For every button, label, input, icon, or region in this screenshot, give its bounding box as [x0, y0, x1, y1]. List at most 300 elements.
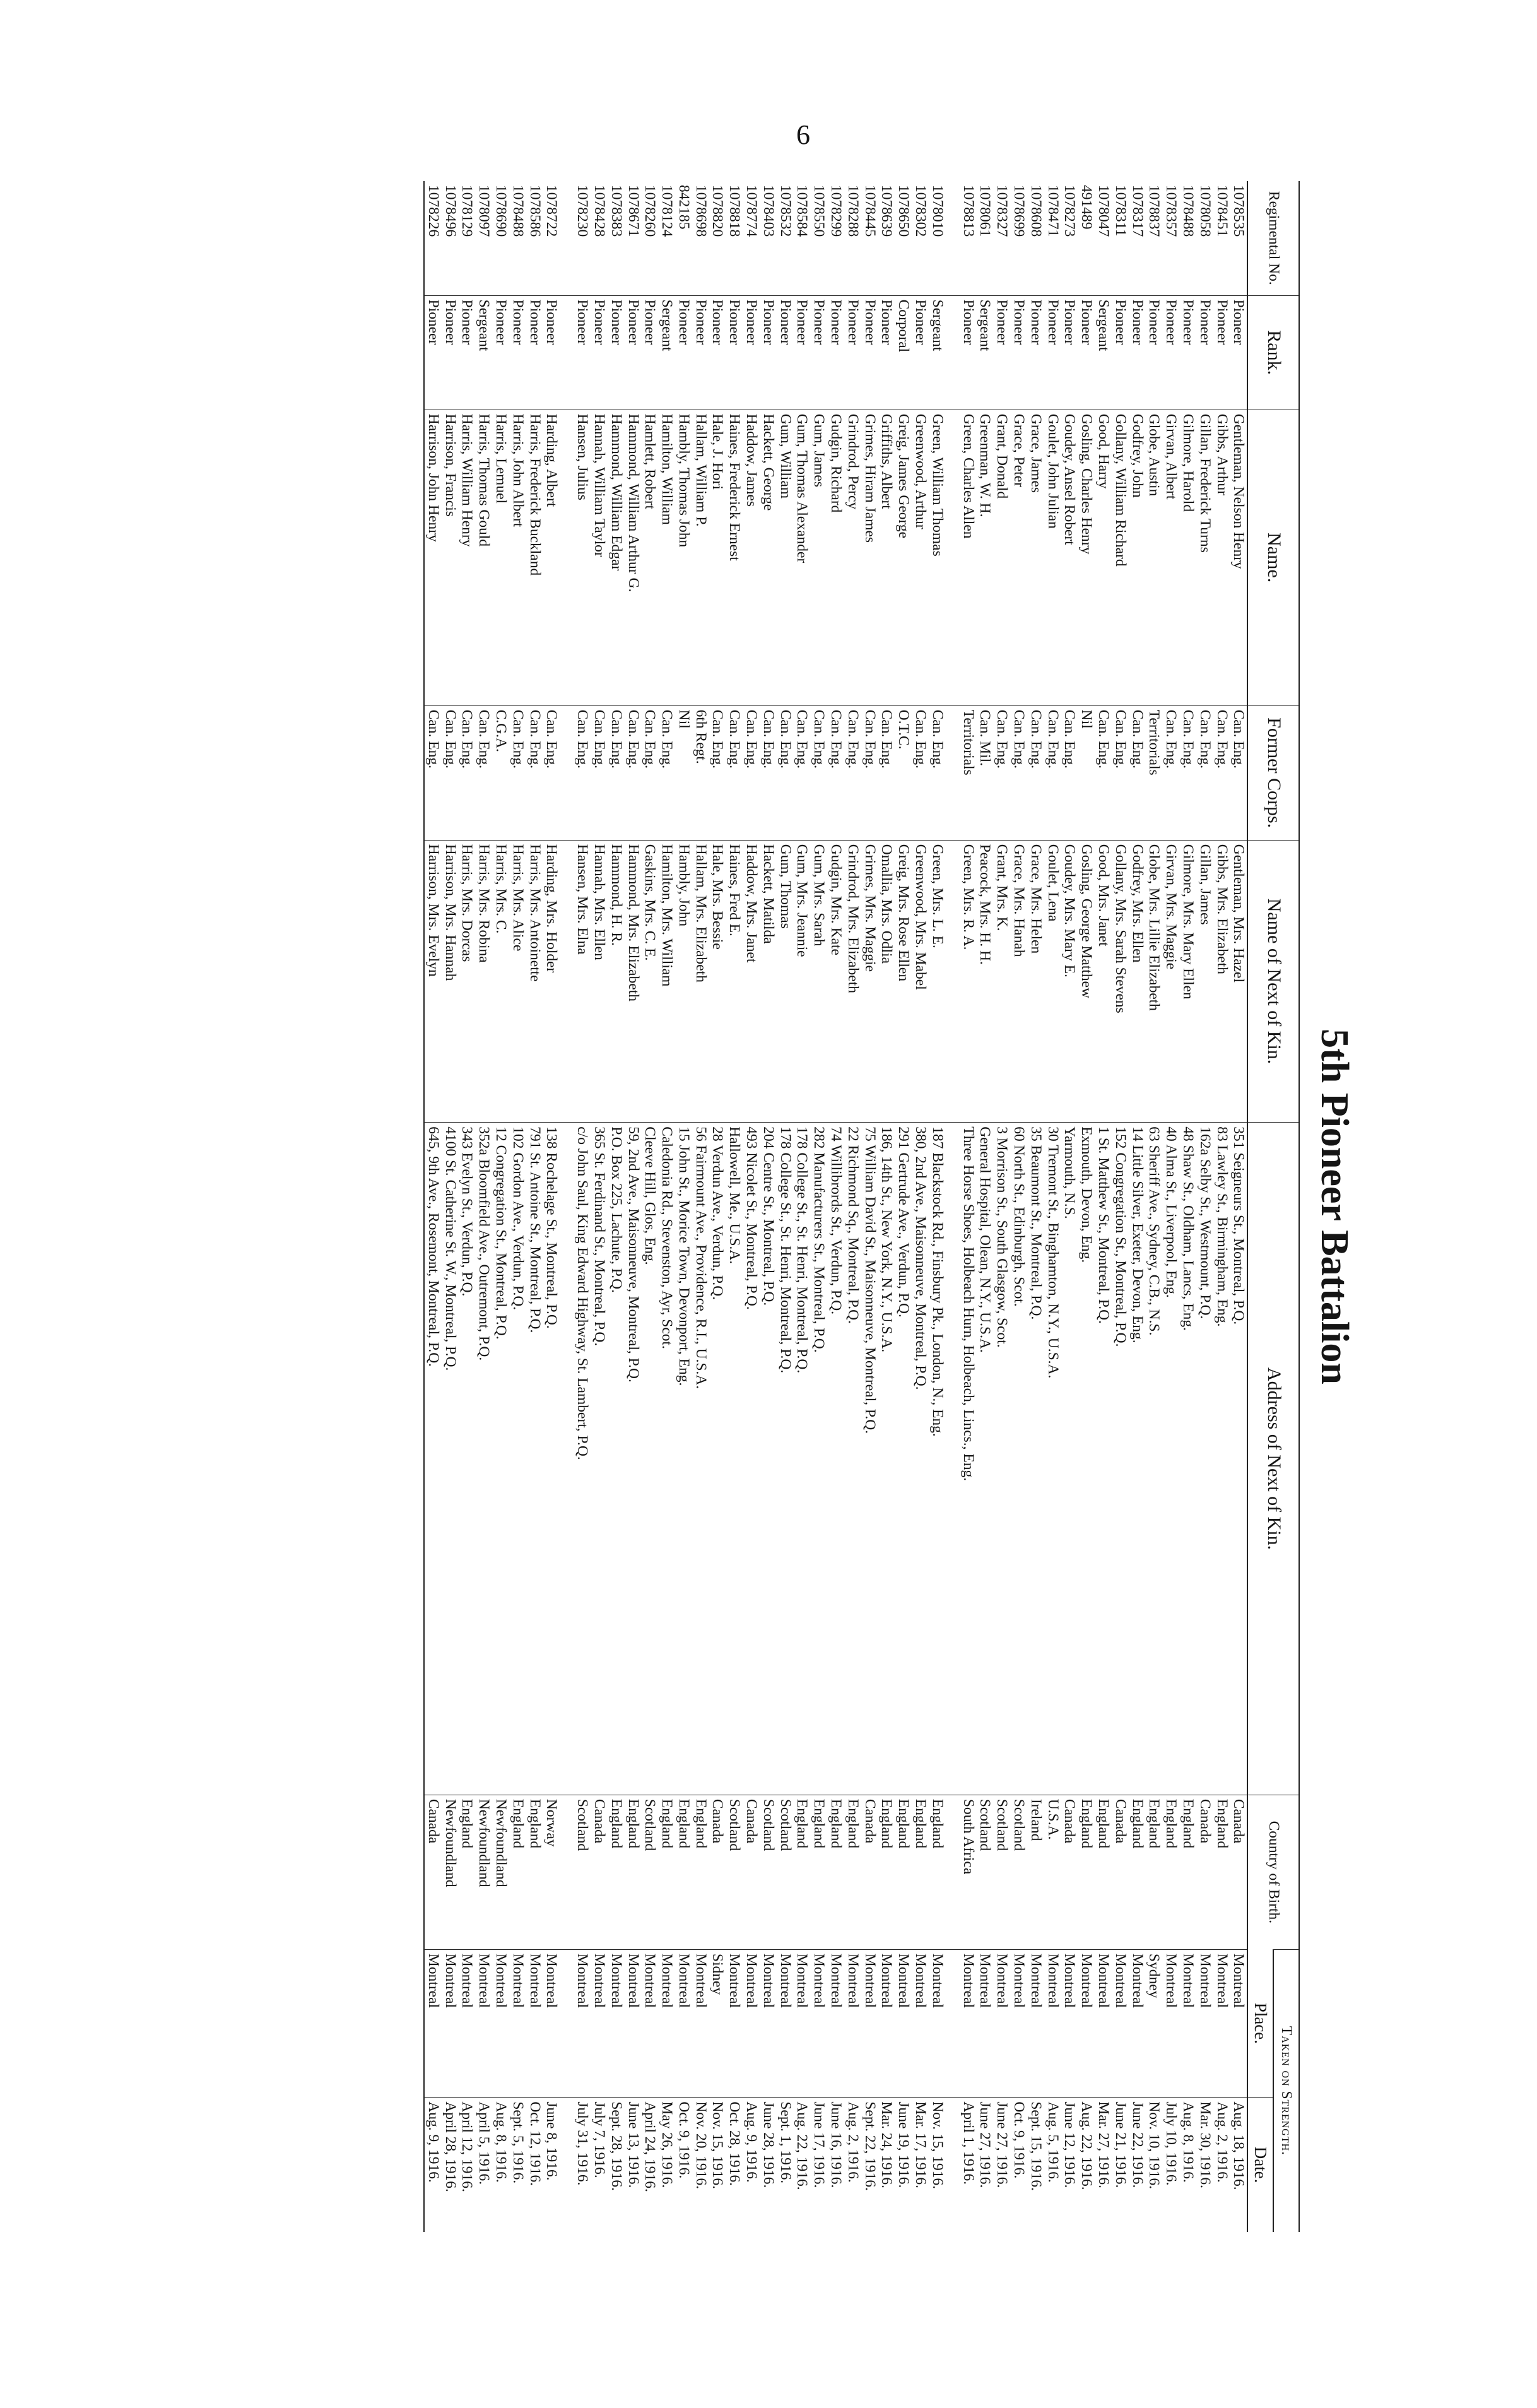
- rotated-roster: [290, 181, 1356, 2232]
- table-row: [709, 181, 726, 2232]
- cell-name: Harrison, John Henry: [424, 410, 442, 705]
- table-row: [929, 181, 946, 2232]
- table-row: [459, 181, 476, 2232]
- cell-place: Montreal: [827, 1949, 844, 2097]
- cell-kin-name: Haddow, Mrs. Janet: [743, 840, 760, 1123]
- cell-date: Sept. 15, 1916.: [1027, 2098, 1044, 2232]
- cell-date: June 27, 1916.: [993, 2098, 1010, 2232]
- cell-former-corps: Can. Eng.: [878, 705, 895, 840]
- cell-kin-address: 138 Rochelage St., Montreal, P.Q.: [543, 1123, 560, 1795]
- cell-kin-name: Gudgin, Mrs. Kate: [827, 840, 844, 1123]
- cell-date: July 10, 1916.: [1162, 2098, 1179, 2232]
- cell-kin-address: 63 Sheriff Ave., Sydney, C.B., N.S.: [1146, 1123, 1163, 1795]
- cell-rank: Pioneer: [1162, 295, 1179, 410]
- cell-kin-address: 59, 2nd Ave., Maisonneuve, Montreal, P.Q.: [625, 1123, 642, 1795]
- cell-kin-name: Harris, Mrs. Alice: [509, 840, 526, 1123]
- table-row: [760, 181, 777, 2232]
- cell-place: Montreal: [543, 1949, 560, 2097]
- cell-kin-name: Hammond, Mrs. Elizabeth: [625, 840, 642, 1123]
- cell-name: Harris, William Henry: [459, 410, 476, 705]
- cell-former-corps: Can. Eng.: [912, 705, 929, 840]
- cell-date: April 1, 1916.: [960, 2098, 977, 2232]
- cell-date: April 24, 1916.: [642, 2098, 659, 2232]
- cell-reg-no: 1078671: [625, 185, 642, 237]
- header-name: Name.: [1247, 410, 1299, 705]
- cell-kin-name: Hannah, Mrs. Ellen: [591, 840, 608, 1123]
- cell-name: Gudgin, Richard: [827, 410, 844, 705]
- cell-rank: Pioneer: [1027, 295, 1044, 410]
- cell-name: Godfrey, John: [1129, 410, 1146, 705]
- cell-name: Gilmore, Harold: [1179, 410, 1196, 705]
- cell-kin-name: Peacock, Mrs. H. H.: [977, 840, 994, 1123]
- cell-date: June 17, 1916.: [810, 2098, 827, 2232]
- cell-kin-name: Haines, Fred E.: [726, 840, 743, 1123]
- cell-kin-name: Goudey, Mrs. Mary E.: [1061, 840, 1078, 1123]
- cell-name: Greig, James George: [895, 410, 912, 705]
- cell-date: Aug. 8, 1916.: [1179, 2098, 1196, 2232]
- cell-country: England: [844, 1795, 861, 1949]
- cell-rank: Pioneer: [726, 295, 743, 410]
- table-row: [675, 181, 692, 2232]
- cell-former-corps: Can. Eng.: [1095, 705, 1112, 840]
- cell-reg-no: 1078097: [476, 185, 493, 237]
- cell-country: Canada: [1061, 1795, 1078, 1949]
- cell-country: Canada: [709, 1795, 726, 1949]
- cell-former-corps: Can. Eng.: [726, 705, 743, 840]
- cell-kin-address: 162a Selby St., Westmount, P.Q.: [1196, 1123, 1213, 1795]
- cell-reg-no: 1078010: [929, 185, 946, 237]
- cell-kin-name: Goulet, Lena: [1044, 840, 1061, 1123]
- cell-former-corps: Can. Eng.: [1230, 705, 1248, 840]
- header-kin-name: Name of Next of Kin.: [1247, 840, 1299, 1123]
- cell-kin-name: Good, Mrs. Janet: [1095, 840, 1112, 1123]
- cell-kin-address: 35 Beaumont St., Montreal, P.Q.: [1027, 1123, 1044, 1795]
- cell-kin-address: Caledonia Rd., Stevenston, Ayr, Scot.: [658, 1123, 675, 1795]
- cell-place: Montreal: [492, 1949, 509, 2097]
- cell-reg-no: 491489: [1078, 185, 1095, 230]
- cell-kin-name: Godfrey, Mrs. Ellen: [1129, 840, 1146, 1123]
- cell-kin-name: Hamilton, Mrs. William: [658, 840, 675, 1123]
- cell-former-corps: Territorials: [1146, 705, 1163, 840]
- cell-kin-address: 365 St. Ferdinand St., Montreal, P.Q.: [591, 1123, 608, 1795]
- cell-date: June 28, 1916.: [760, 2098, 777, 2232]
- cell-country: Scotland: [1010, 1795, 1027, 1949]
- cell-kin-address: Exmouth, Devon, Eng.: [1078, 1123, 1095, 1795]
- table-row: [1146, 181, 1163, 2232]
- cell-name: Gillan, Frederick Turns: [1196, 410, 1213, 705]
- cell-reg-no: 1078774: [743, 185, 760, 237]
- cell-kin-name: Gosling, George Matthew: [1078, 840, 1095, 1123]
- table-row: [1162, 181, 1179, 2232]
- cell-reg-no: 1078226: [425, 185, 442, 237]
- cell-place: Sidney: [709, 1949, 726, 2097]
- cell-rank: Pioneer: [709, 295, 726, 410]
- cell-name: Hamilton, William: [658, 410, 675, 705]
- cell-country: England: [625, 1795, 642, 1949]
- header-taken-on-strength: Taken on Strength.: [1273, 1949, 1299, 2232]
- table-row: [442, 181, 459, 2232]
- cell-country: England: [608, 1795, 625, 1949]
- cell-kin-address: 791 St. Antoine St., Montreal, P.Q.: [526, 1123, 543, 1795]
- cell-former-corps: Can. Eng.: [1010, 705, 1027, 840]
- cell-name: Grant, Donald: [993, 410, 1010, 705]
- cell-reg-no: 1078061: [977, 185, 994, 237]
- cell-country: England: [526, 1795, 543, 1949]
- table-row: [861, 181, 878, 2232]
- cell-kin-name: Gillan, James: [1196, 840, 1213, 1123]
- cell-rank: Sergeant: [977, 295, 994, 410]
- cell-date: April 12, 1916.: [459, 2098, 476, 2232]
- cell-kin-address: 178 College St., St. Henri, Montreal, P.Q.: [777, 1123, 794, 1795]
- cell-reg-no: 1078837: [1146, 185, 1163, 237]
- table-row: [844, 181, 861, 2232]
- cell-date: April 5, 1916.: [475, 2098, 492, 2232]
- cell-former-corps: Nil: [1078, 705, 1095, 840]
- cell-former-corps: Can. Eng.: [442, 705, 459, 840]
- cell-kin-name: Harris, Mrs. Dorcas: [459, 840, 476, 1123]
- cell-kin-address: 351 Seigneurs St., Montreal, P.Q.: [1230, 1123, 1248, 1795]
- cell-place: Montreal: [878, 1949, 895, 2097]
- cell-rank: Pioneer: [574, 295, 591, 410]
- cell-name: Harrison, Francis: [442, 410, 459, 705]
- cell-kin-name: Grace, Mrs. Hanah: [1010, 840, 1027, 1123]
- cell-former-corps: Can. Eng.: [574, 705, 591, 840]
- cell-date: May 26, 1916.: [658, 2098, 675, 2232]
- cell-rank: Sergeant: [1095, 295, 1112, 410]
- cell-reg-no: 1078690: [492, 185, 509, 237]
- cell-rank: Pioneer: [459, 295, 476, 410]
- cell-place: Montreal: [1027, 1949, 1044, 2097]
- cell-place: Montreal: [608, 1949, 625, 2097]
- cell-kin-address: 187 Blackstock Rd., Finsbury Pk., London, N., Eng.: [929, 1123, 946, 1795]
- cell-former-corps: Can. Eng.: [642, 705, 659, 840]
- cell-date: Sept. 1, 1916.: [777, 2098, 794, 2232]
- header-country: Country of Birth.: [1247, 1795, 1299, 1949]
- cell-kin-address: 28 Verdun Ave., Verdun, P.Q.: [709, 1123, 726, 1795]
- cell-name: Hambly, Thomas John: [675, 410, 692, 705]
- cell-date: Nov. 15, 1916.: [929, 2098, 946, 2232]
- table-row: [726, 181, 743, 2232]
- cell-date: July 7, 1916.: [591, 2098, 608, 2232]
- cell-former-corps: Can. Eng.: [1027, 705, 1044, 840]
- cell-country: England: [509, 1795, 526, 1949]
- cell-reg-no: 1078445: [861, 185, 878, 237]
- cell-country: England: [1095, 1795, 1112, 1949]
- cell-former-corps: Can. Eng.: [1179, 705, 1196, 840]
- header-reg-no: Regimental No.: [1247, 181, 1299, 295]
- page-title: 5th Pioneer Battalion: [1313, 1029, 1356, 1384]
- cell-rank: Pioneer: [543, 295, 560, 410]
- cell-rank: Pioneer: [1044, 295, 1061, 410]
- cell-country: Norway: [543, 1795, 560, 1949]
- cell-rank: Pioneer: [912, 295, 929, 410]
- table-row: [1044, 181, 1061, 2232]
- cell-former-corps: Can. Eng.: [526, 705, 543, 840]
- cell-place: Montreal: [658, 1949, 675, 2097]
- cell-place: Montreal: [1129, 1949, 1146, 2097]
- header-place: Place.: [1247, 1949, 1273, 2097]
- cell-date: Nov. 15, 1916.: [709, 2098, 726, 2232]
- cell-date: June 21, 1916.: [1112, 2098, 1129, 2232]
- table-row: [993, 181, 1010, 2232]
- cell-kin-name: Hallam, Mrs. Elizabeth: [692, 840, 709, 1123]
- cell-name: Girvan, Albert: [1162, 410, 1179, 705]
- cell-date: Sept. 5, 1916.: [509, 2098, 526, 2232]
- table-row: [574, 181, 591, 2232]
- cell-reg-no: 1078535: [1230, 185, 1247, 237]
- cell-reg-no: 1078586: [526, 185, 543, 237]
- cell-name: Gum, Thomas Alexander: [794, 410, 811, 705]
- cell-country: Canada: [1230, 1795, 1248, 1949]
- cell-former-corps: Can. Eng.: [475, 705, 492, 840]
- table-row: [424, 181, 442, 2232]
- cell-former-corps: Can. Eng.: [709, 705, 726, 840]
- cell-date: Aug. 9, 1916.: [424, 2098, 442, 2232]
- table-row: [960, 181, 977, 2232]
- cell-place: Montreal: [1112, 1949, 1129, 2097]
- cell-date: Aug. 2, 1916.: [1213, 2098, 1230, 2232]
- cell-reg-no: 1078428: [591, 185, 608, 237]
- cell-kin-address: 178 College St., St. Henri, Montreal, P.Q.: [794, 1123, 811, 1795]
- table-row: [509, 181, 526, 2232]
- cell-country: England: [459, 1795, 476, 1949]
- cell-name: Hamlett, Robert: [642, 410, 659, 705]
- table-row: [1010, 181, 1027, 2232]
- cell-name: Hackett, George: [760, 410, 777, 705]
- cell-name: Harding, Albert: [543, 410, 560, 705]
- cell-rank: Pioneer: [424, 295, 442, 410]
- table-row: [827, 181, 844, 2232]
- cell-date: Aug. 18, 1916.: [1230, 2098, 1248, 2232]
- cell-reg-no: 1078311: [1112, 185, 1129, 237]
- cell-rank: Pioneer: [492, 295, 509, 410]
- cell-kin-address: 83 Lawley St., Birmingham, Eng.: [1213, 1123, 1230, 1795]
- cell-kin-address: 14 Little Silver, Exeter, Devon, Eng.: [1129, 1123, 1146, 1795]
- header-former-corps: Former Corps.: [1247, 705, 1299, 840]
- cell-former-corps: Can. Eng.: [929, 705, 946, 840]
- cell-former-corps: Can. Eng.: [810, 705, 827, 840]
- cell-date: Mar. 30, 1916.: [1196, 2098, 1213, 2232]
- cell-kin-name: Harrison, Mrs. Hannah: [442, 840, 459, 1123]
- cell-kin-address: 352a Bloomfield Ave., Outremont, P.Q.: [475, 1123, 492, 1795]
- cell-date: Mar. 17, 1916.: [912, 2098, 929, 2232]
- cell-kin-address: P.O. Box 225, Lachute, P.Q.: [608, 1123, 625, 1795]
- cell-kin-address: 22 Richmond Sq., Montreal, P.Q.: [844, 1123, 861, 1795]
- cell-place: Montreal: [1044, 1949, 1061, 2097]
- cell-kin-address: General Hospital, Olean, N.Y., U.S.A.: [977, 1123, 994, 1795]
- header-rank: Rank.: [1247, 295, 1299, 410]
- cell-name: Grace, James: [1027, 410, 1044, 705]
- cell-place: Montreal: [675, 1949, 692, 2097]
- table-row: [1179, 181, 1196, 2232]
- cell-country: Canada: [1196, 1795, 1213, 1949]
- cell-name: Good, Harry: [1095, 410, 1112, 705]
- cell-name: Harris, Frederick Buckland: [526, 410, 543, 705]
- cell-country: England: [827, 1795, 844, 1949]
- cell-country: Ireland: [1027, 1795, 1044, 1949]
- cell-date: June 22, 1916.: [1129, 2098, 1146, 2232]
- cell-date: Aug. 9, 1916.: [743, 2098, 760, 2232]
- cell-country: England: [810, 1795, 827, 1949]
- cell-place: Montreal: [526, 1949, 543, 2097]
- cell-former-corps: Can. Eng.: [861, 705, 878, 840]
- table-row: [777, 181, 794, 2232]
- cell-date: June 13, 1916.: [625, 2098, 642, 2232]
- cell-reg-no: 1078273: [1061, 185, 1078, 237]
- cell-rank: Pioneer: [1230, 295, 1248, 410]
- cell-kin-address: c/o John Saul, King Edward Highway, St. Lambert, P.Q.: [574, 1123, 591, 1795]
- table-row: [475, 181, 492, 2232]
- table-row: [543, 181, 560, 2232]
- cell-place: Montreal: [844, 1949, 861, 2097]
- cell-reg-no: 1078260: [642, 185, 659, 237]
- cell-date: June 19, 1916.: [895, 2098, 912, 2232]
- cell-place: Montreal: [895, 1949, 912, 2097]
- roster-body: [424, 181, 1247, 2232]
- cell-reg-no: 1078496: [442, 185, 459, 237]
- cell-rank: Pioneer: [960, 295, 977, 410]
- cell-country: Scotland: [574, 1795, 591, 1949]
- cell-date: June 8, 1916.: [543, 2098, 560, 2232]
- cell-date: Sept. 22, 1916.: [861, 2098, 878, 2232]
- table-row: [1078, 181, 1095, 2232]
- cell-country: England: [1213, 1795, 1230, 1949]
- cell-country: Canada: [424, 1795, 442, 1949]
- group-gap: [560, 181, 574, 2232]
- cell-place: Montreal: [912, 1949, 929, 2097]
- cell-date: Sept. 28, 1916.: [608, 2098, 625, 2232]
- cell-place: Montreal: [929, 1949, 946, 2097]
- group-gap: [946, 181, 960, 2232]
- cell-name: Gibbs, Arthur: [1213, 410, 1230, 705]
- cell-rank: Pioneer: [608, 295, 625, 410]
- cell-name: Haddow, James: [743, 410, 760, 705]
- cell-country: Canada: [1112, 1795, 1129, 1949]
- table-row: [810, 181, 827, 2232]
- cell-name: Harris, Lemuel: [492, 410, 509, 705]
- cell-rank: Pioneer: [743, 295, 760, 410]
- cell-rank: Sergeant: [475, 295, 492, 410]
- cell-place: Montreal: [509, 1949, 526, 2097]
- cell-place: Montreal: [692, 1949, 709, 2097]
- cell-reg-no: 1078608: [1027, 185, 1044, 237]
- cell-kin-address: 4100 St. Catherine St. W., Montreal, P.Q.: [442, 1123, 459, 1795]
- cell-kin-name: Grant, Mrs. K.: [993, 840, 1010, 1123]
- cell-reg-no: 1078230: [574, 185, 591, 237]
- cell-place: Montreal: [1010, 1949, 1027, 2097]
- cell-reg-no: 1078383: [608, 185, 625, 237]
- cell-former-corps: Can. Eng.: [1061, 705, 1078, 840]
- cell-kin-name: Grace, Mrs. Helen: [1027, 840, 1044, 1123]
- cell-name: Globe, Austin: [1146, 410, 1163, 705]
- cell-former-corps: Can. Eng.: [760, 705, 777, 840]
- cell-kin-name: Girvan, Mrs. Maggie: [1162, 840, 1179, 1123]
- cell-kin-address: 645, 9th Ave., Rosemont, Montreal, P.Q.: [424, 1123, 442, 1795]
- cell-rank: Pioneer: [1112, 295, 1129, 410]
- cell-name: Gosling, Charles Henry: [1078, 410, 1095, 705]
- cell-kin-address: Yarmouth, N.S.: [1061, 1123, 1078, 1795]
- cell-name: Harris, Thomas Gould: [475, 410, 492, 705]
- cell-name: Gollany, William Richard: [1112, 410, 1129, 705]
- cell-kin-name: Gollany, Mrs. Sarah Stevens: [1112, 840, 1129, 1123]
- cell-reg-no: 1078058: [1196, 185, 1213, 237]
- cell-country: Scotland: [977, 1795, 994, 1949]
- cell-kin-name: Gilmore, Mrs. Mary Ellen: [1179, 840, 1196, 1123]
- cell-kin-name: Grimes, Mrs. Maggie: [861, 840, 878, 1123]
- cell-country: Scotland: [760, 1795, 777, 1949]
- cell-reg-no: 1078584: [794, 185, 811, 237]
- cell-former-corps: Can. Eng.: [993, 705, 1010, 840]
- table-row: [526, 181, 543, 2232]
- cell-reg-no: 1078698: [692, 185, 709, 237]
- cell-kin-address: 74 Willibrords St., Verdun, P.Q.: [827, 1123, 844, 1795]
- cell-place: Montreal: [591, 1949, 608, 2097]
- table-row: [794, 181, 811, 2232]
- cell-date: Mar. 27, 1916.: [1095, 2098, 1112, 2232]
- cell-former-corps: Can. Eng.: [827, 705, 844, 840]
- cell-rank: Pioneer: [442, 295, 459, 410]
- cell-former-corps: Can. Eng.: [844, 705, 861, 840]
- cell-name: Hammond, William Edgar: [608, 410, 625, 705]
- cell-rank: Pioneer: [1213, 295, 1230, 410]
- cell-reg-no: 842185: [675, 185, 692, 230]
- cell-country: England: [929, 1795, 946, 1949]
- cell-kin-address: 204 Centre St., Montreal, P.Q.: [760, 1123, 777, 1795]
- cell-date: Aug. 8, 1916.: [492, 2098, 509, 2232]
- cell-former-corps: Can. Eng.: [743, 705, 760, 840]
- cell-date: Oct. 28, 1916.: [726, 2098, 743, 2232]
- cell-kin-name: Hansen, Mrs. Elna: [574, 840, 591, 1123]
- cell-rank: Pioneer: [993, 295, 1010, 410]
- cell-reg-no: 1078451: [1213, 185, 1230, 237]
- cell-kin-address: 102 Gordon Ave., Verdun, P.Q.: [509, 1123, 526, 1795]
- cell-kin-name: Hammond, H. R.: [608, 840, 625, 1123]
- cell-kin-name: Gibbs, Mrs. Elizabeth: [1213, 840, 1230, 1123]
- cell-country: Scotland: [777, 1795, 794, 1949]
- table-row: [1027, 181, 1044, 2232]
- cell-country: Canada: [861, 1795, 878, 1949]
- cell-kin-name: Omallia, Mrs. Odlia: [878, 840, 895, 1123]
- table-row: [642, 181, 659, 2232]
- cell-reg-no: 1078820: [709, 185, 726, 237]
- cell-place: Montreal: [625, 1949, 642, 2097]
- cell-place: Montreal: [459, 1949, 476, 2097]
- cell-kin-name: Grindrod, Mrs. Elizabeth: [844, 840, 861, 1123]
- cell-former-corps: Territorials: [960, 705, 977, 840]
- cell-date: Nov. 20, 1916.: [692, 2098, 709, 2232]
- cell-place: Montreal: [993, 1949, 1010, 2097]
- cell-rank: Sergeant: [658, 295, 675, 410]
- cell-former-corps: Can. Eng.: [1112, 705, 1129, 840]
- cell-date: June 27, 1916.: [977, 2098, 994, 2232]
- cell-rank: Pioneer: [861, 295, 878, 410]
- cell-date: April 28, 1916.: [442, 2098, 459, 2232]
- cell-rank: Pioneer: [777, 295, 794, 410]
- cell-name: Griffiths, Albert: [878, 410, 895, 705]
- cell-kin-address: 152 Congregation St., Montreal, P.Q.: [1112, 1123, 1129, 1795]
- cell-place: Montreal: [810, 1949, 827, 2097]
- cell-country: Canada: [591, 1795, 608, 1949]
- cell-name: Harris, John Albert: [509, 410, 526, 705]
- cell-name: Grindrod, Percy: [844, 410, 861, 705]
- cell-rank: Pioneer: [844, 295, 861, 410]
- cell-name: Gentleman, Nelson Henry: [1230, 410, 1248, 705]
- cell-reg-no: 1078488: [509, 185, 526, 237]
- table-row: [878, 181, 895, 2232]
- cell-country: England: [1078, 1795, 1095, 1949]
- cell-place: Montreal: [475, 1949, 492, 2097]
- header-kin-address: Address of Next of Kin.: [1247, 1123, 1299, 1795]
